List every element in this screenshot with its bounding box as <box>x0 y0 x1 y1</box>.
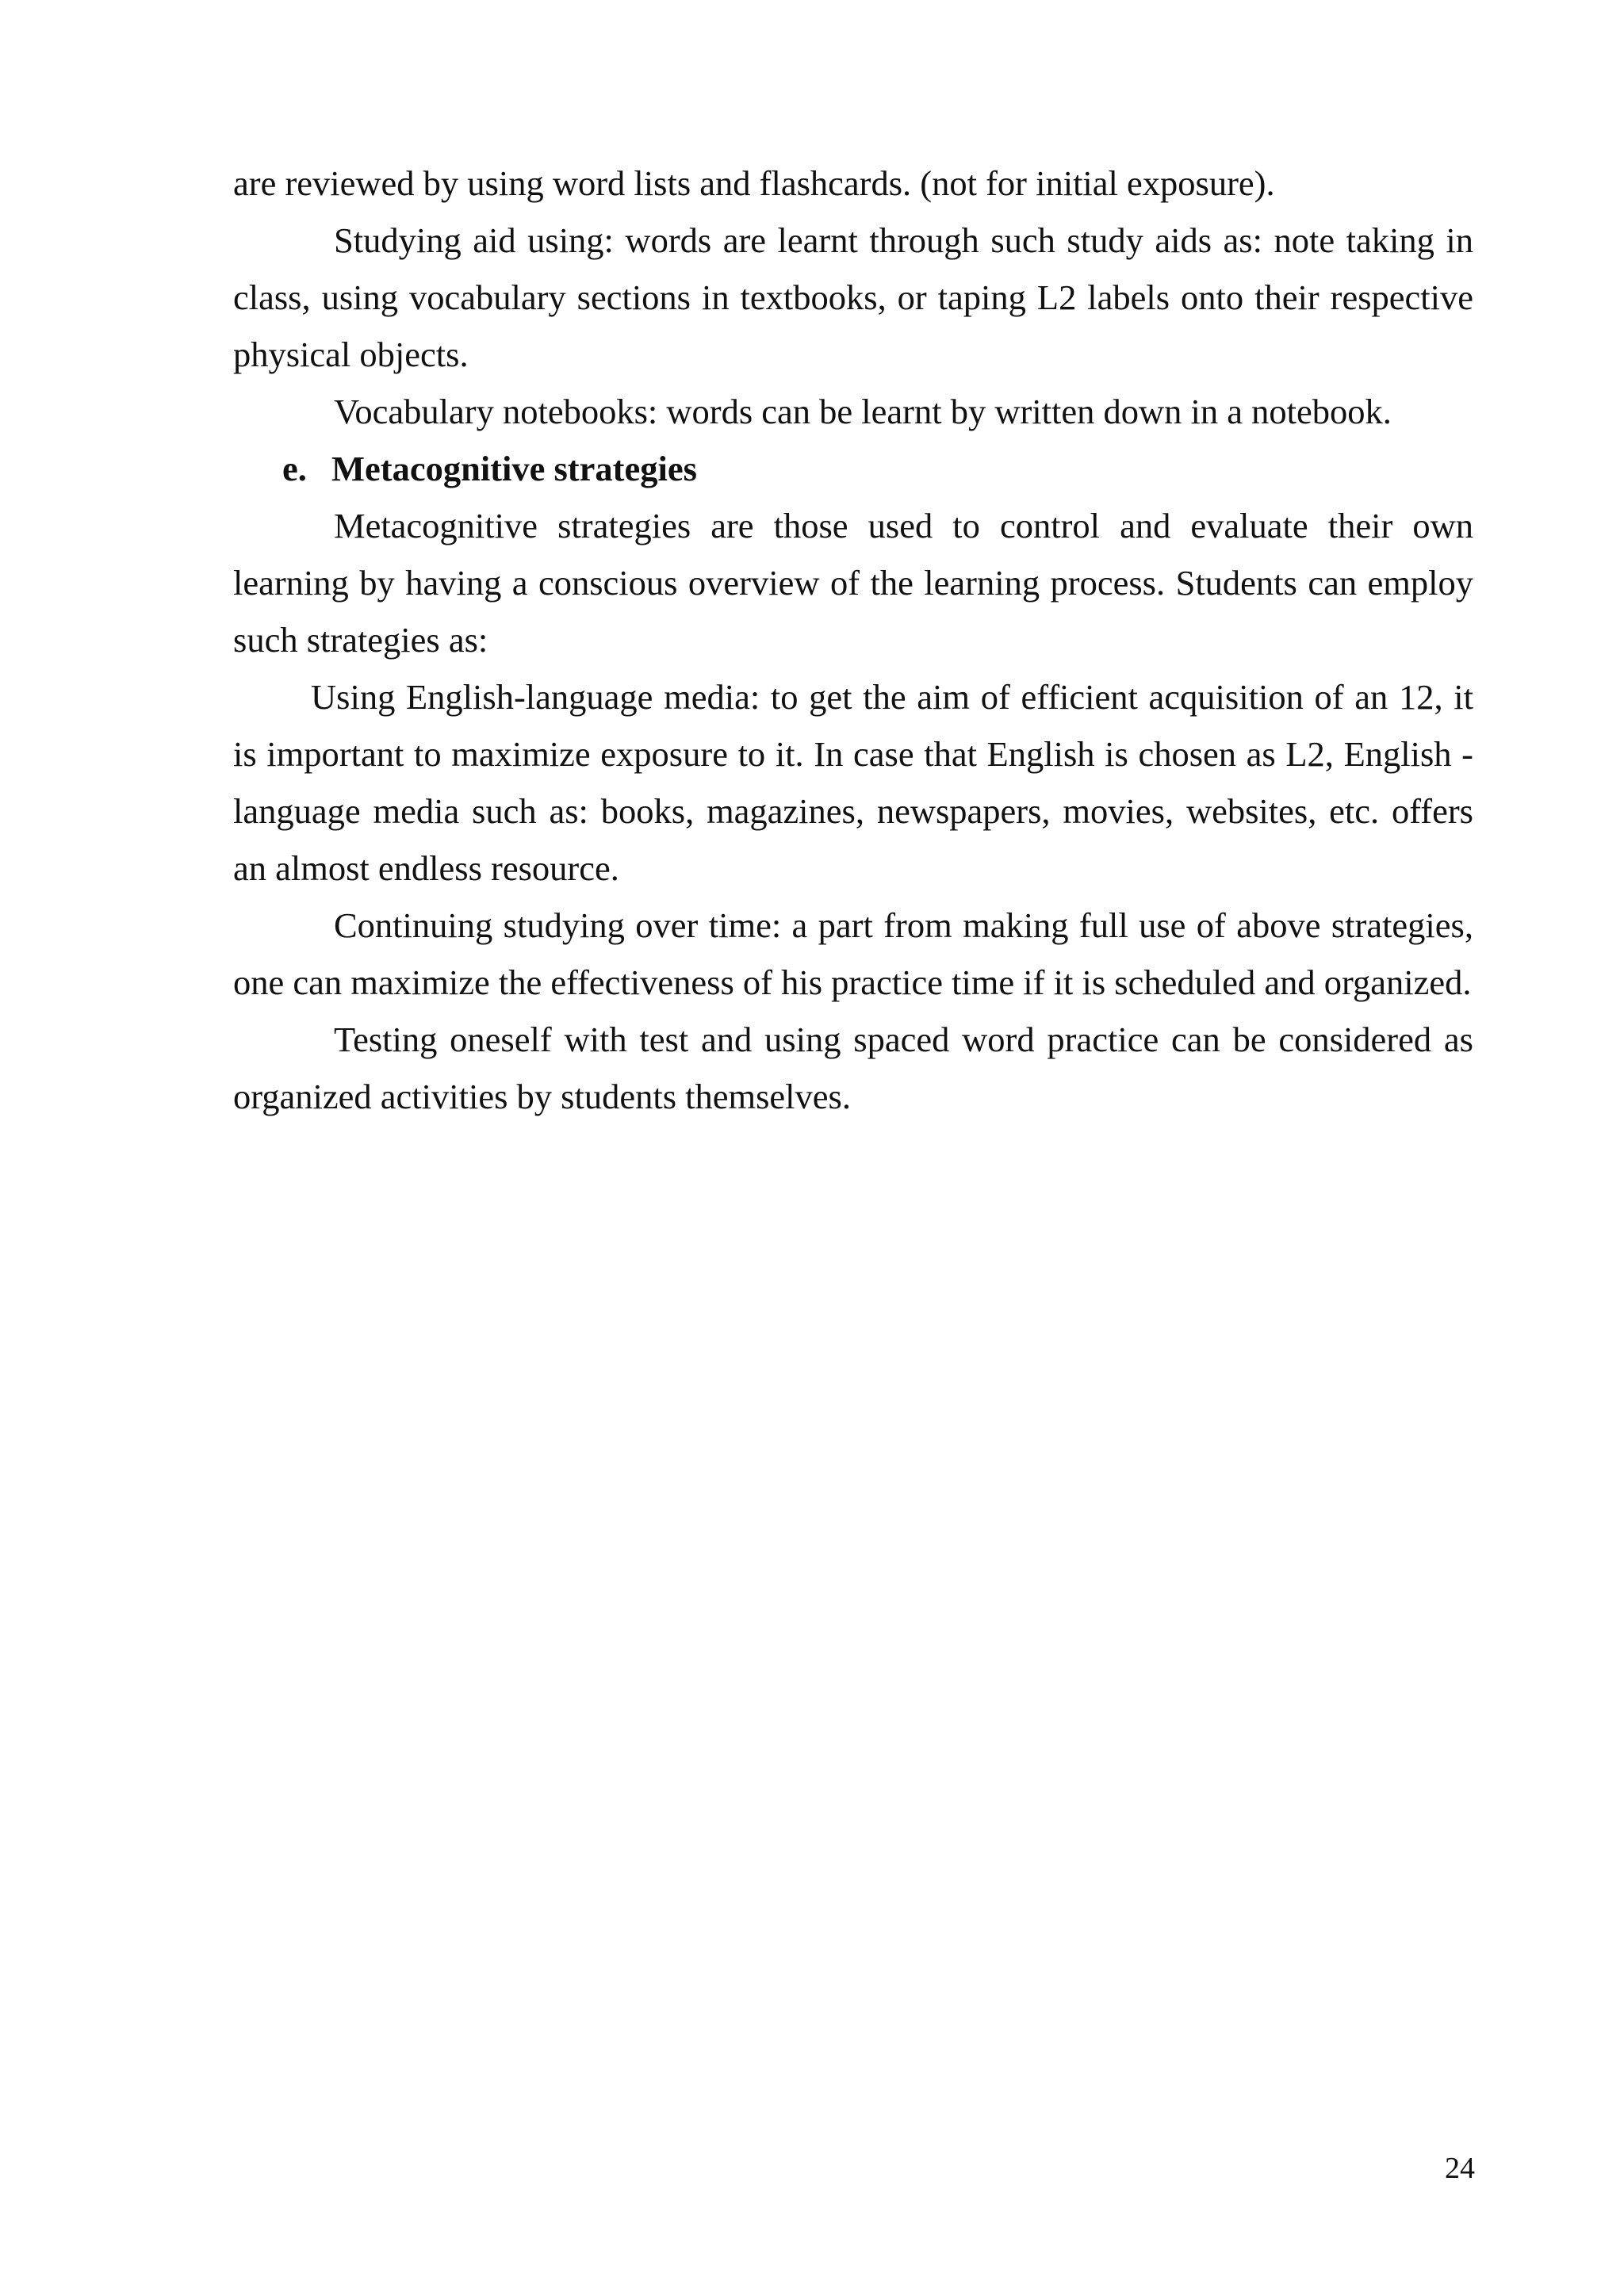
paragraph-continuing-studying: Continuing studying over time: a part from making full use of above strategies, one can maximize the effectiveness of his practice time if it is scheduled and organized. <box>233 905 1473 1002</box>
page-number: 24 <box>1445 2152 1475 2185</box>
paragraph-flashcards-continuation: are reviewed by using word lists and flashcards. (not for initial exposure). <box>233 163 1275 203</box>
paragraph-metacognitive-definition: Metacognitive strategies are those used to control and evaluate their own learning by having a conscious overview of the learning process. Students can employ such strategies as: <box>233 506 1473 660</box>
section-heading-marker: e. <box>282 449 307 488</box>
section-heading-metacognitive <box>233 440 1473 497</box>
paragraph-vocabulary-notebooks: Vocabulary notebooks: words can be learnt by written down in a notebook. <box>334 392 1392 431</box>
document-body <box>233 155 1473 1125</box>
section-heading-text: Metacognitive strategies <box>331 449 697 488</box>
paragraph-english-media: Using English-language media: to get the aim of efficient acquisition of an 12, it is important to maximize exposure to it. In case that English is chosen as L2, English - language media such as: books, magazines, newspapers, movies, websites, etc. offers an almost endless resource. <box>233 677 1473 888</box>
paragraph-studying-aid: Studying aid using: words are learnt through such study aids as: note taking in class, using vocabulary sections in textbooks, or taping L2 labels onto their respective physical objects. <box>233 220 1473 374</box>
paragraph-testing-oneself: Testing oneself with test and using spaced word practice can be considered as organized activities by students themselves. <box>233 1020 1473 1116</box>
